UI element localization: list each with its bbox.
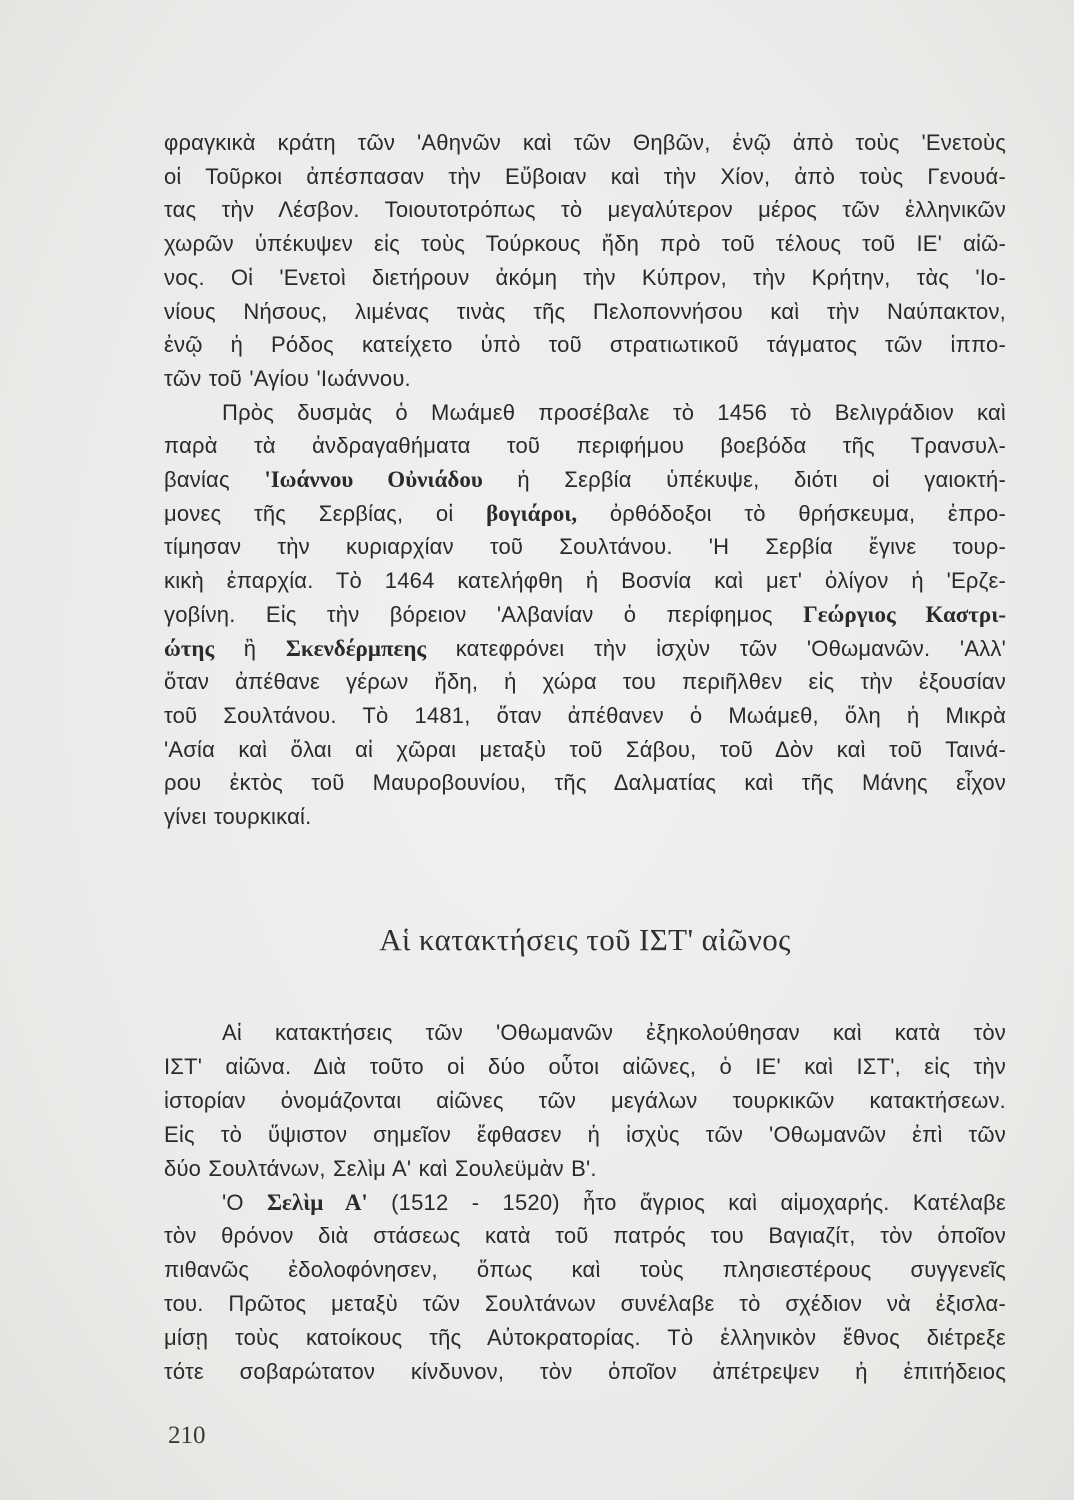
- text-run: γοβίνη. Εἰς τὴν βόρειον 'Αλβανίαν ὁ περίφημος: [164, 601, 804, 627]
- text-run: γίνει τουρκικαί.: [164, 804, 312, 830]
- person-name: Σκενδέρμπεης: [285, 635, 427, 661]
- text-run: ἐνῷ ἡ Ρόδος κατείχετο ὑπὸ τοῦ στρατιωτικοῦ τάγματος τῶν ἱππο-: [164, 332, 1006, 358]
- text-line: [164, 564, 1006, 598]
- text-line: [164, 126, 1006, 160]
- text-run: τίμησαν τὴν κυριαρχίαν τοῦ Σουλτάνου. 'Η Σερβία ἔγινε τουρ-: [164, 534, 1006, 560]
- text-run: Αἱ κατακτήσεις τῶν 'Οθωμανῶν ἐξηκολούθησαν καὶ κατὰ τὸν: [222, 1020, 1006, 1045]
- text-run: τὸν θρόνον διὰ στάσεως κατὰ τοῦ πατρός του Βαγιαζίτ, τὸν ὁποῖον: [164, 1223, 1006, 1249]
- text-run: δύο Σουλτάνων, Σελὶμ Α' καὶ Σουλεϋμὰν Β'.: [164, 1155, 597, 1181]
- text-run: ἡ Σερβία ὑπέκυψε, διότι οἱ γαιοκτή-: [482, 467, 1006, 493]
- text-line: [164, 396, 1006, 430]
- text-line: [164, 497, 1006, 531]
- text-line: [164, 328, 1006, 362]
- text-line: [164, 1355, 1006, 1389]
- text-run: του. Πρῶτος μεταξὺ τῶν Σουλτάνων συνέλαβε τὸ σχέδιον νὰ ἐξισλα-: [164, 1291, 1006, 1317]
- text-line: [164, 160, 1006, 194]
- text-line: [164, 193, 1006, 227]
- text-line: [164, 1186, 1006, 1220]
- text-line: [164, 632, 1006, 666]
- text-line: [164, 699, 1006, 733]
- text-run: ὅταν ἀπέθανε γέρων ἤδη, ἡ χώρα του περιῆλθεν εἰς τὴν ἐξουσίαν: [164, 669, 1006, 695]
- text-run: τοῦ Σουλτάνου. Τὸ 1481, ὅταν ἀπέθανεν ὁ Μωάμεθ, ὅλη ἡ Μικρὰ: [164, 702, 1006, 728]
- person-name: 'Ιωάννου Οὐνιάδου: [264, 467, 483, 493]
- text-run: νος. Οἱ 'Ενετοὶ διετήρουν ἀκόμη τὴν Κύπρον, τὴν Κρήτην, τὰς 'Ιο-: [164, 264, 1006, 290]
- text-line: [164, 598, 1006, 632]
- text-line: [164, 362, 1006, 396]
- person-name: Σελὶμ Α': [267, 1189, 368, 1215]
- text-run: κικὴ ἐπαρχία. Τὸ 1464 κατελήφθη ἡ Βοσνία καὶ μετ' ὀλίγον ἡ 'Ερζε-: [164, 568, 1006, 594]
- text-line: [164, 1287, 1006, 1321]
- page-number: 210: [168, 1422, 206, 1449]
- text-line: [164, 1253, 1006, 1287]
- text-run: Εἰς τὸ ὕψιστον σημεῖον ἔφθασεν ἡ ἰσχὺς τῶν 'Οθωμανῶν ἐπὶ τῶν: [164, 1121, 1006, 1147]
- text-run: ΙΣΤ' αἰῶνα. Διὰ τοῦτο οἱ δύο οὗτοι αἰῶνες, ὁ ΙΕ' καὶ ΙΣΤ', εἰς τὴν: [164, 1053, 1006, 1079]
- text-line: [164, 766, 1006, 800]
- text-line: [164, 1118, 1006, 1152]
- text-line: [164, 1016, 1006, 1050]
- text-line: [164, 1050, 1006, 1084]
- text-line: [164, 1321, 1006, 1355]
- text-run: (1512 - 1520) ἦτο ἄγριος καὶ αἱμοχαρής. Κατέλαβε: [367, 1189, 1006, 1215]
- text-run: τῶν τοῦ 'Αγίου 'Ιωάννου.: [164, 365, 411, 391]
- text-run: Πρὸς δυσμὰς ὁ Μωάμεθ προσέβαλε τὸ 1456 τὸ Βελιγράδιον καὶ: [222, 399, 1006, 425]
- term-highlight: βογιάροι,: [486, 500, 578, 526]
- text-line: [164, 1152, 1006, 1186]
- text-line: [164, 665, 1006, 699]
- text-run: ρου ἐκτὸς τοῦ Μαυροβουνίου, τῆς Δαλματίας καὶ τῆς Μάνης εἶχον: [164, 770, 1006, 796]
- text-line: [164, 227, 1006, 261]
- text-run: μίσῃ τοὺς κατοίκους τῆς Αὐτοκρατορίας. Τὸ ἑλληνικὸν ἔθνος διέτρεξε: [164, 1325, 1006, 1351]
- text-line: [164, 733, 1006, 767]
- text-line: [164, 463, 1006, 497]
- person-name: ώτης: [164, 635, 215, 661]
- person-name: Γεώργιος Καστρι-: [803, 601, 1006, 627]
- text-line: [164, 261, 1006, 295]
- text-run: ἱστορίαν ὀνομάζονται αἰῶνες τῶν μεγάλων τουρκικῶν κατακτήσεων.: [164, 1087, 1006, 1113]
- text-run: μονες τῆς Σερβίας, οἱ: [164, 500, 487, 526]
- text-line: [164, 429, 1006, 463]
- text-run: ὀρθόδοξοι τὸ θρήσκευμα, ἐπρο-: [577, 500, 1006, 526]
- text-run: 'Ασία καὶ ὅλαι αἱ χῶραι μεταξὺ τοῦ Σάβου, τοῦ Δὸν καὶ τοῦ Ταινά-: [164, 736, 1006, 762]
- text-line: [164, 800, 1006, 834]
- text-run: οἱ Τοῦρκοι ἀπέσπασαν τὴν Εὔβοιαν καὶ τὴν Χίον, ἀπὸ τοὺς Γενουά-: [164, 163, 1006, 189]
- text-line: [164, 1084, 1006, 1118]
- text-line: [164, 1219, 1006, 1253]
- paragraph-block-bottom: [164, 1016, 1006, 1389]
- text-run: φραγκικὰ κράτη τῶν 'Αθηνῶν καὶ τῶν Θηβῶν, ἐνῷ ἀπὸ τοὺς 'Ενετοὺς: [164, 130, 1006, 155]
- text-line: [164, 295, 1006, 329]
- paragraph-block-top: [164, 126, 1006, 834]
- text-run: πιθανῶς ἐδολοφόνησεν, ὅπως καὶ τοὺς πλησιεστέρους συγγενεῖς: [164, 1257, 1006, 1283]
- text-run: νίους Νήσους, λιμένας τινὰς τῆς Πελοποννήσου καὶ τὴν Ναύπακτον,: [164, 298, 1006, 324]
- text-run: κατεφρόνει τὴν ἰσχὺν τῶν 'Οθωμανῶν. 'Αλλ': [426, 635, 1006, 661]
- text-run: 'Ο: [222, 1189, 268, 1215]
- section-heading: Αἱ κατακτήσεις τοῦ ΙΣΤ' αἰῶνος: [379, 922, 791, 957]
- text-run: χωρῶν ὑπέκυψεν εἰς τοὺς Τούρκους ἤδη πρὸ τοῦ τέλους τοῦ ΙΕ' αἰῶ-: [164, 231, 1006, 257]
- text-run: ἢ: [214, 635, 286, 661]
- text-run: τας τὴν Λέσβον. Τοιουτοτρόπως τὸ μεγαλύτερον μέρος τῶν ἑλληνικῶν: [164, 197, 1006, 223]
- text-run: βανίας: [164, 467, 265, 493]
- text-run: παρὰ τὰ ἀνδραγαθήματα τοῦ περιφήμου βοεβόδα τῆς Τρανσυλ-: [164, 433, 1006, 459]
- text-run: τότε σοβαρώτατον κίνδυνον, τὸν ὁποῖον ἀπέτρεψεν ἡ ἐπιτήδειος: [164, 1359, 1006, 1385]
- text-line: [164, 530, 1006, 564]
